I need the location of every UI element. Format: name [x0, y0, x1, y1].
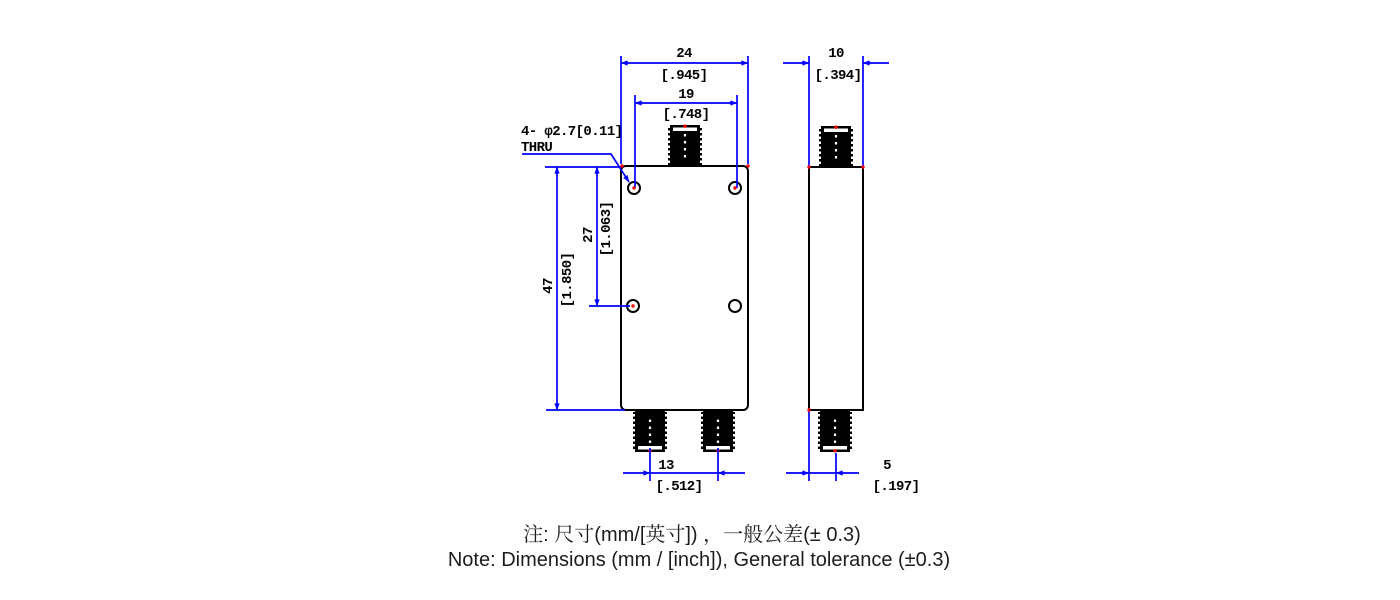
sma-connector-side-top	[821, 126, 852, 168]
sma-connector-side-bottom	[820, 411, 851, 453]
vertex-dot	[746, 164, 749, 167]
front-view	[621, 125, 748, 453]
vertex-dot	[632, 186, 635, 189]
dim-side-port-offset	[786, 411, 919, 495]
mounting-hole-bottom-right	[729, 300, 741, 312]
notes	[448, 523, 950, 571]
hole-callout	[521, 124, 629, 182]
vertex-dot	[631, 304, 634, 307]
vertex-dot	[807, 165, 810, 168]
vertex-dot	[807, 408, 810, 411]
dim-value-inch: [1.063]	[599, 201, 615, 257]
dim-value-mm: 10	[828, 46, 844, 62]
dim-value-inch: [1.850]	[560, 252, 576, 308]
dim-value-inch: [.748]	[662, 107, 710, 123]
side-body	[809, 167, 863, 410]
vertex-dot	[733, 186, 736, 189]
dim-value-mm: 13	[658, 458, 674, 474]
sma-connector-top	[670, 125, 701, 167]
sma-connector-bottom-left	[635, 411, 666, 453]
dim-value-inch: [.512]	[655, 479, 703, 495]
vertex-dot	[861, 165, 864, 168]
note-line-zh: 注: 尺寸(mm/[英寸]) ，一般公差(± 0.3)	[523, 524, 861, 546]
dim-value-inch: [.394]	[814, 68, 862, 84]
note-line-en: Note: Dimensions (mm / [inch]), General tolerance (±0.3)	[447, 549, 951, 571]
dim-value-mm: 19	[678, 87, 694, 103]
dim-value-mm: 27	[581, 227, 597, 243]
side-view	[809, 126, 863, 453]
callout-text-line2: THRU	[521, 140, 553, 156]
callout-text-line1: 4- φ2.7[0.11]	[521, 124, 623, 140]
dim-value-mm: 47	[541, 278, 557, 294]
dim-value-mm: 5	[883, 458, 891, 474]
leader-line	[522, 154, 629, 182]
dim-value-mm: 24	[676, 46, 692, 62]
dim-value-inch: [.197]	[872, 479, 920, 495]
dim-value-inch: [.945]	[660, 68, 708, 84]
dim-port-spacing	[623, 448, 745, 495]
sma-connector-bottom-right	[703, 411, 734, 453]
front-body	[621, 166, 748, 410]
vertex-dot	[620, 164, 623, 167]
